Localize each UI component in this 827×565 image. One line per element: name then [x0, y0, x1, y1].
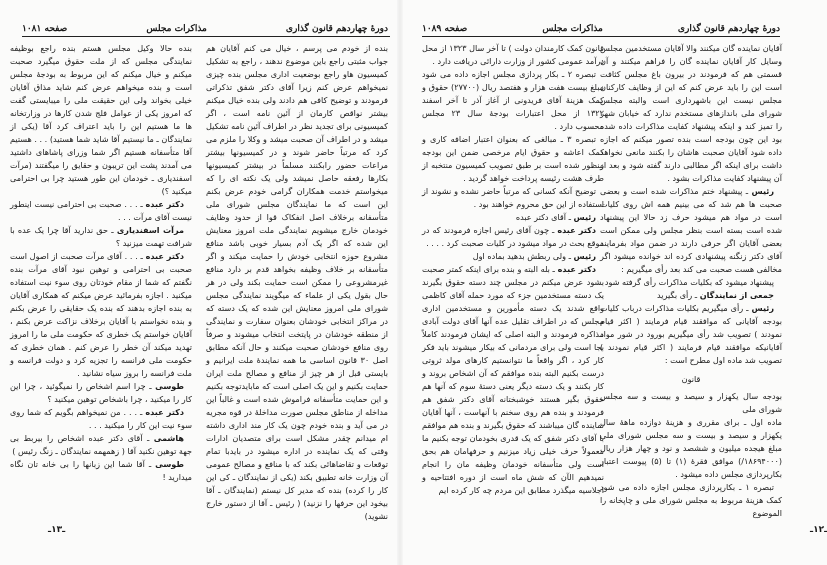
- speech-paragraph: دکتر عبده ـ . . . آقای مرآت صحبت از اصول است صحبت بی احترامی و توهین نبود آقای مرآت بنده نگفتم که شما از مقام خودتان روی سوء نیت استفاده میکنید . اجازه بفرمائید عرض میکنم که همکاری آقایان به بنده اجازه بدهند که بنده یک حقایقی را عرض بکنم و بنده نخواستم با آقایان برخلاف نزاکت عرض بکنم ، آقایان خواستم یک خطری که حکومت ملی ما را امروز تهدید میکند آن خطر را عرض کنم . همان خطری که حکومت ملی فرانسه را تجزیه کرد و دولت فرانسه و ملت فرانسه را بروز سیاه نشانید .: [10, 251, 192, 378]
- left-period-title: دورهٔ چهاردهم قانون گذاری: [285, 24, 388, 34]
- left-page-left-column: [10, 42, 192, 484]
- speech-paragraph: رئیس ـ رأی میگیریم بکلیات مذاکرات درباب کلیات بودجه آقایانی که موافقند قیام فرمایند ( اکثر قیام نمودند ) تصویب شد رأی میگیریم بورود در شور مواد آقایانیکه موافقند قیام فرمایند ( اکثر قیام نمودند ) تصویب شد ماده اول مطرح است :: [600, 303, 782, 365]
- note-3: تبصره ۳ ـ مبالغی که بعنوان اعتبار اضافه کاری و کمک اعاشه و حقوق ایام مرخصی ضمن این بودجه منظور شده است بر طبق تصویب کمیسیون منتخبه از طرف هشت رئیسه پرداخت خواهد گردید .: [422, 134, 604, 183]
- right-page-number: ـ۱۲ـ: [810, 525, 827, 535]
- right-section-title: مذاکرات مجلس: [542, 24, 603, 34]
- speech-paragraph: مرآت اسفندیاری ـ حق ندارید آقا چرا یک عده با شرافت تهمت میزنید ؟: [10, 225, 192, 248]
- speech-paragraph: هاشمی ـ آقای دکتر عبده اشخاص را بیربط بی جهة توهین نکنید آقا ( زهمهمه نمایندگان ـ زنگ رئیس ): [10, 433, 192, 456]
- paragraph: قانون کمک کارمندان دولت ) تا آخر سال ۱۳۲۳ از محل درآمد عمومی کشور از وزارت دارائی دریافت دارد .: [422, 43, 605, 66]
- speaker-name: دکتر عبده: [145, 199, 184, 209]
- speaker-name: طوسی: [155, 459, 184, 469]
- motion-text: پیشنهاد میشود که بکلیات مذاکرات رأی گرفته شود: [604, 277, 774, 287]
- left-page-label: صفحه ۱۰۸۱: [22, 24, 68, 34]
- right-page-label: صفحه ۱۰۸۹: [422, 24, 468, 34]
- speaker-name: هاشمی: [153, 433, 184, 443]
- speaker-name: رئیس: [573, 212, 596, 222]
- explanation: توضیح آنکه کسانی که مرتباً حاضر نشده و نشوند از استفاده از این حق محروم خواهند بود .: [422, 186, 604, 209]
- speaker-name: دکتر عبده: [557, 264, 596, 274]
- header-rule: [22, 36, 390, 37]
- left-page: [0, 0, 400, 565]
- speech-paragraph: دکتر عبده ـ بله البته و بنده برای اینکه کمتر صحبت بشود عرض میکنم در مجلس چند دسته حقوق بگیرند یک دسته مستخدمین جزء که مورد حمله آقای کاظمی واقع شدند یک دسته مأمورین و مستخدمین اداری مجلس که در اطراف تقلیل عده آنها آقای دولت آبادی مذاکره فرمودند و البته اصلی که ایشان فرمودند کاملاً بجا است ولی برای مردمانی که بیکار میشوند باید فکر کار کرد ، اگر واقعاً ما نتوانستیم کارهای مولد ثروتی درست بکنیم البته بنده موافقم که آن اشخاص بروند و کار بکنند و یک دسته دیگر یعنی دستهٔ سوم که آنها هم حقوق بگیر هستند خوشبختانه آقای دکتر شفق هم فرمودند و بنده هم روی سخنم با آنهاست ، آنها آقایان نماینده گان میباشند که حقوق بگیرند و بنده هم موافقم با آقای دکتر شفق که یک قدری بخودمان توجه بکنیم ما معمولاً حرف خیلی زیاد میزنیم و حرفهامان هم بحق است ولی متأسفانه خودمان وظیفه مان را انجام نمیدهیم الآن که شش ماه است از دوره افتتاحیه و اجلاسیه میگذرد مطابق این مردم چه کار کرده ایم: [422, 264, 604, 495]
- right-page-header: [422, 20, 780, 34]
- speech-paragraph: دکتر عبده ـ . . . صحبت بی احترامی نیست اینطور نیست آقای مرآت . . .: [10, 199, 192, 222]
- right-page-right-column: [600, 42, 782, 520]
- speaker-name: دکتر عبده: [145, 407, 184, 417]
- speaker-name: دکتر عبده: [145, 251, 184, 261]
- speaker-name: رئیس: [751, 303, 774, 313]
- right-period-title: دورهٔ چهاردهم قانون گذاری: [677, 24, 780, 34]
- speech-paragraph: دکتر عبده ـ . . . من نمیخواهم بگویم که شما روی سوء نیت این کار را میکنید . . .: [10, 407, 192, 430]
- article-1: ماده اول ـ برای مقرری و هزینهٔ دوازده ماههٔ سال یکهزار و سیصد و بیست و سه مجلس شورای ملی مبلغ هیجده میلیون و ششصد و نود و چهار هزار ریال (۱۸۶۹۴۰۰۰/) موافق فقرهٔ (۱) تا (۵) پیوست اعتبار بکارپردازی مجلس داده میشود .: [600, 417, 782, 479]
- speech-paragraph: طوسی ـ چرا اسم اشخاص را نمیگوئید ، چرا این کار را میکنید ، چرا باشخاص توهین میکنید ؟: [10, 381, 192, 404]
- speaker-name: رئیس: [573, 251, 596, 261]
- law-title: بودجه سال یکهزار و سیصد و بیست و سه مجلس شورای ملی: [600, 391, 782, 414]
- speaker-name: دکتر عبده: [557, 225, 596, 235]
- left-page-number: ـ۱۳ـ: [48, 525, 66, 535]
- speaker-name: مرآت اسفندیاری: [116, 225, 184, 235]
- speech-paragraph: طوسی ـ آقا شما این زبانها را بی خانه تان نگاه میدارید !: [10, 459, 192, 482]
- speaker-name: طوسی: [155, 381, 184, 391]
- speaker-name: جمعی از نمایندگان: [699, 290, 774, 300]
- header-rule: [422, 36, 780, 37]
- note-2: تبصره ۲ ـ بکار پردازی مجلس اجازه داده می شود مبلغ بیست هفت هزار و هفتصد ریال (۲۷۷۰۰) حقوق و کمک هزینهٔ آقای فریدونی از آغاز آذر تا آخر اسفند ۱۳۲۲ از محل اعتبارات بودجهٔ سال ۲۳ مجلس محسوب دارد .: [422, 69, 604, 131]
- left-page-right-column: [206, 42, 388, 523]
- speech-paragraph: رئیس ـ ولی ربطش بدهید بماده اول: [472, 251, 596, 261]
- right-page-left-column: [422, 42, 604, 497]
- speech-paragraph: دکتر عبده ـ چون آقای رئیس اجازه فرمودند که در موقع بحث در مواد میشود در کلیات صحبت کرد . . . .: [422, 225, 604, 248]
- speaker-name: رئیس: [751, 186, 774, 196]
- speech-paragraph: رئیس ـ آقای دکتر عبده: [515, 212, 596, 222]
- left-section-title: مذاکرات مجلس: [146, 24, 207, 34]
- speech-paragraph: جمعی از نمایندگان ـ رأی بگیرید: [657, 290, 774, 300]
- speech-paragraph: رئیس ـ پیشنهاد ختم مذاکرات شده است و بعضی صحبت ها هم شد که می بینیم همه اش روی کلیات است در مواد هم میشود حرف زد حالا این پیشنهاد شده است بسته است بنظر مجلس ولی ممکن است بعضی آقایان اگر حرفی دارند در ضمن مواد بفرمایند آقای دکتر زنگنه پیشنهادی کرده اند خوانده میشود اگر مخالفی هست صحبت می کند بعد رأی میگیریم :: [600, 186, 782, 274]
- right-page: [400, 0, 827, 565]
- section-heading-law: قانون: [681, 374, 701, 384]
- paragraph: آقایان نماینده گان میکنند والا آقایان مستخدمین مجلس وسایل کار آقایان نماینده گان را فراهم میکنند و آن قسمتی هم که فرمودند در بیرون باغ مجلس کثافت است این را باید عرض کنم که این از وظایف کارکنان مجلس نیست این باشهرداری است والبته مجلس شورای ملی باندازهای مستخدم ندارد که خیابان شهر را تمیز کند و اینکه پیشنهاد کفایت مذاکرات داده شده بود این چون بودجه است بنده تصور میکنم که اجازه داده شود آقایان صحبت هاشان را بکنند مانعی نخواهد داشت برای اینکه اگر مطالبی دارند گفته شود و بعد از آن پیشنهاد کفایت مذاکرات بشود .: [600, 43, 782, 183]
- note-1: تبصره ۱ ـ بکارپردازی مجلس اجازه داده می شود کمک هزینهٔ مربوط به مجلس شورای ملی و چاپخانه را الموضوع: [600, 482, 782, 518]
- left-page-header: [22, 20, 388, 34]
- paragraph: بنده حالا وکیل مجلس هستم بنده راجع بوظیفه نمایندگی مجلس که از ملت حقوق میگیرد صحبت میکنم و خیال میکنم که این مربوط به بودجهٔ مجلس است و بنده میخواهم عرض کنم شاید مذاق آقایان خیلی بخواند ولی این حقیقت ملی را میبایستی گفت که امروز یکی از عوامل فلج شدن کارها در وزارتخانه ها ما هستیم این را باید اعتراف کرد آقا (یکی از نمایندگان ـ ما نیستیم آقا شاید شما هستید) . . . هستیم آقا متأسفانه هستیم اگر شما وزرای پاشاهای داشتید می آمدند پشت این تریبون و حقایق را میگفتند (مرآت اسفندیاری ـ خودمان این طور هستید چرا بی احترامی میکنید ؟): [10, 43, 192, 196]
- paragraph: بنده از خودم می پرسم ، خیال می کنم آقایان هم جواب مثبتی راجع باین موضوع ندهند ، راجع به تشکیل کمیسیون هاو راجع بوضعیت اداری مجلس بنده چیزی نمیخواهم عرض کنم زیرا آقای دکتر شفق تذکراتی فرمودند و توضیح کافی هم دادند ولی بنده خیال میکنم بیشتر نواقص کارمان از آئین نامه است ، اگر کمیسیونی برای تجدید نظر در اطراف آئین نامه تشکیل میشد و در اطراف آن صحبت میشد و وکلا را ملزم می کرد که مرتباً حاضر شوند و در کمیسیونها بیشتر مراعات حضور رابکنند مسلماً در بیشتر کمیسیونها بکارها رفعقه حاصل نمیشد ولی یک نکته ای را که میخواستم خدمت همکاران گرامی خودم عرض بکنم این است که ما نمایندگان مجلس شورای ملی متأسفانه برخلاف اصل انفکاک قوا از حدود وظایف خودمان خارج میشویم نمایندگی ملت امروز معنایش این شده که اگر یک آدم بسیار خوبی باشد منافع مشروع حوزه انتخابی خودش را حمایت میکند و اگر متأسفانه بر خلاف وظیفه بخواهد قدم بر دارد منافع غیرمشروعی را ممکن است حمایت بکند ولی در هر حال بقول یکی از علماء که میگویند نمایندگی مجلس شورای ملی امروز معنایش این شده که یک دسته که در مراکز انتخابی خودشان بعنوان سفارت و نمایندگی از منطقه خودشان در پایتخت انتخاب میشوند و صرفاً روی منافع خودشان صحبت میکنند و حال آنکه مطابق اصل ۳۰ قانون اساسی ما همه نمایندهٔ ملت ایرانیم و بایستی قبل از هر چیز از منافع و مصالح ملت ایران حمایت بکنیم و این یک اصلی است که مابایدتوجه بکنیم و این حمایت متأسفانه فراموش شده است و غالباً این مداخله از مناطق مجلس صورت مداخلهٔ در قوه مجریه در می آید و بنده خودم چون یک کار مند اداری داشته ام میدانم چقدر مشکل است برای متصدیان ادارات وقتی که یک نماینده در اداره میشود در بایدبا تمام توقعات و تقاضاهائی بکند که با منافع و مصالح عمومی آن وزارت خانه تطبیق بکند (یکی از نمایندگان ـ کی این کار را کرده) بنده که مدیر کل نیستم (نمایندگان ـ آقا بیخود این حرفها را نزنید) ( رئیس ـ آقا از دستور خارج نشوید): [206, 43, 388, 521]
